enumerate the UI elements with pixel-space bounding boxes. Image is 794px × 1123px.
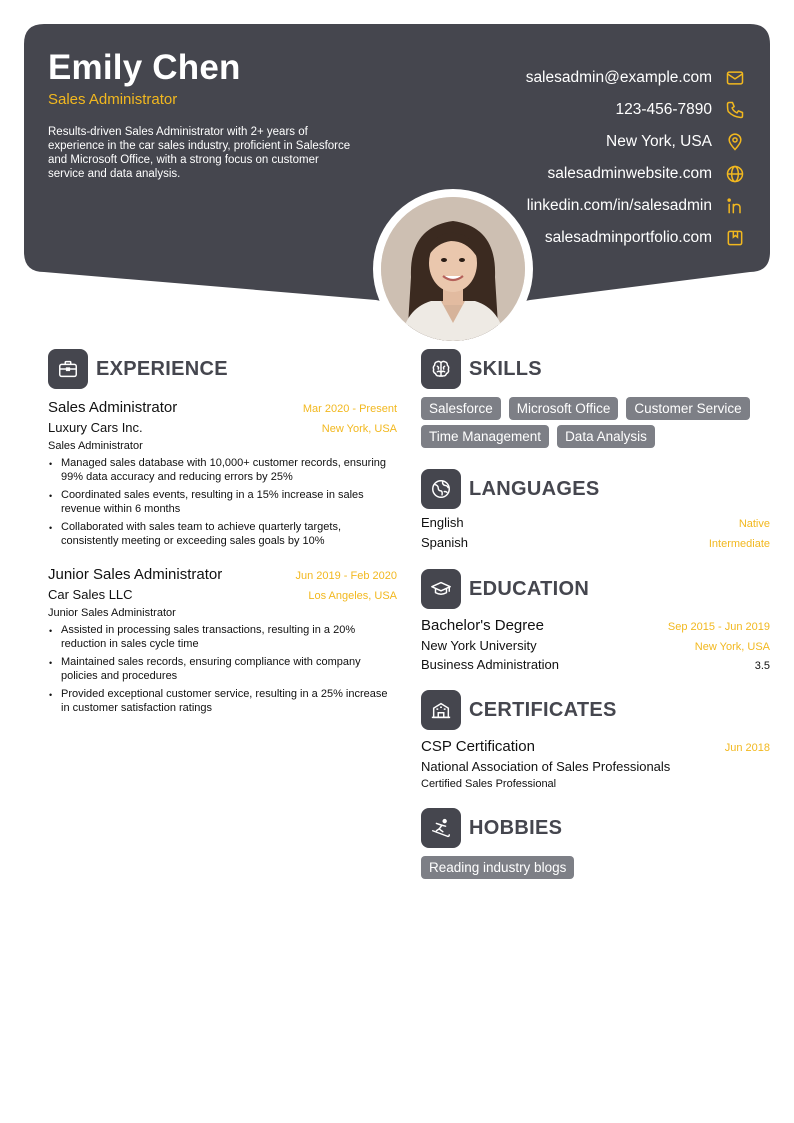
hobbies-title: HOBBIES (469, 816, 563, 839)
skiing-icon (421, 808, 461, 848)
certificate-date: Jun 2018 (724, 742, 770, 754)
hobby-tag: Reading industry blogs (421, 856, 574, 879)
phone-icon (724, 99, 746, 121)
brain-icon (421, 349, 461, 389)
education-degree: Bachelor's Degree (421, 617, 544, 634)
skill-tag: Customer Service (626, 397, 749, 420)
contact-location-text: New York, USA (606, 133, 712, 150)
skill-tag: Data Analysis (557, 425, 655, 448)
contact-phone-text[interactable]: 123-456-7890 (615, 101, 712, 118)
experience-item (48, 566, 397, 715)
contact-email-text[interactable]: salesadmin@example.com (525, 69, 712, 86)
left-column (48, 349, 397, 719)
job-subtitle: Junior Sales Administrator (48, 607, 176, 619)
contact-linkedin-text[interactable]: linkedin.com/in/salesadmin (526, 197, 712, 214)
experience-header (48, 349, 397, 389)
job-role: Junior Sales Administrator (48, 566, 223, 583)
job-bullets (48, 623, 397, 715)
language-globe-icon (421, 469, 461, 509)
job-subtitle: Sales Administrator (48, 440, 143, 452)
experience-title: EXPERIENCE (96, 357, 228, 380)
skills-title: SKILLS (469, 357, 542, 380)
job-bullets (48, 456, 397, 548)
candidate-name: Emily Chen (48, 48, 241, 87)
job-company: Luxury Cars Inc. (48, 420, 143, 435)
bookmark-icon (724, 227, 746, 249)
contact-phone[interactable] (416, 94, 746, 126)
profile-photo (381, 197, 525, 341)
contact-website[interactable] (416, 158, 746, 190)
education-item (421, 617, 770, 672)
certificate-item (421, 738, 770, 790)
job-bullet: • Coordinated sales events, resulting in a 15% increase in sales revenue within 6 months (48, 488, 397, 516)
contact-website-text[interactable]: salesadminwebsite.com (547, 165, 712, 182)
education-field: Business Administration (421, 657, 560, 672)
job-location: Los Angeles, USA (308, 590, 397, 602)
right-column (421, 349, 770, 884)
certificate-subtitle: Certified Sales Professional (421, 778, 557, 790)
globe-icon (724, 163, 746, 185)
job-bullet: • Assisted in processing sales transactions, resulting in a 20% reduction in sales cycle time (48, 623, 397, 651)
contact-email[interactable] (416, 62, 746, 94)
languages-list (421, 515, 770, 555)
language-level: Native (738, 518, 770, 530)
certificate-building-icon (421, 690, 461, 730)
profile-summary: Results-driven Sales Administrator with 2+ years of experience in the car sales industry, proficient in Salesforce and Microsoft Office, with a strong focus on customer service and data analysis. (48, 126, 351, 180)
job-bullet: • Collaborated with sales team to achieve quarterly targets, consistently meeting or exceeding sales goals by 10% (48, 520, 397, 548)
language-item (421, 535, 770, 555)
languages-header (421, 469, 770, 509)
skill-tag: Time Management (421, 425, 549, 448)
skills-list (421, 397, 770, 453)
contact-location (416, 126, 746, 158)
language-name: English (421, 515, 464, 530)
education-gpa: 3.5 (754, 660, 770, 672)
skill-tag: Salesforce (421, 397, 501, 420)
candidate-title: Sales Administrator (48, 91, 178, 108)
education-school: New York University (421, 638, 537, 653)
education-date: Sep 2015 - Jun 2019 (667, 621, 770, 633)
language-item (421, 515, 770, 535)
graduation-cap-icon (421, 569, 461, 609)
job-bullet: • Managed sales database with 10,000+ customer records, ensuring 99% data accuracy and reducing errors by 25% (48, 456, 397, 484)
mail-icon (724, 67, 746, 89)
certificate-issuer: National Association of Sales Professionals (421, 759, 671, 774)
job-date: Jun 2019 - Feb 2020 (295, 570, 397, 582)
job-company: Car Sales LLC (48, 587, 133, 602)
experience-item (48, 399, 397, 548)
briefcase-icon (48, 349, 88, 389)
education-title: EDUCATION (469, 577, 590, 600)
certificate-name: CSP Certification (421, 738, 535, 755)
job-bullet: • Maintained sales records, ensuring compliance with company policies and procedures (48, 655, 397, 683)
hobbies-list (421, 856, 770, 884)
job-role: Sales Administrator (48, 399, 178, 416)
language-level: Intermediate (708, 538, 770, 550)
hobbies-header (421, 808, 770, 848)
languages-title: LANGUAGES (469, 477, 600, 500)
skills-header (421, 349, 770, 389)
location-pin-icon (724, 131, 746, 153)
contact-portfolio-text[interactable]: salesadminportfolio.com (544, 229, 712, 246)
language-name: Spanish (421, 535, 468, 550)
skill-tag: Microsoft Office (509, 397, 619, 420)
job-location: New York, USA (321, 423, 397, 435)
education-location: New York, USA (694, 641, 770, 653)
job-bullet: • Provided exceptional customer service, resulting in a 25% increase in customer satisfaction ratings (48, 687, 397, 715)
linkedin-icon (724, 195, 746, 217)
resume-header (0, 0, 794, 360)
education-header (421, 569, 770, 609)
certificates-header (421, 690, 770, 730)
job-date: Mar 2020 - Present (302, 403, 397, 415)
certificates-title: CERTIFICATES (469, 698, 617, 721)
